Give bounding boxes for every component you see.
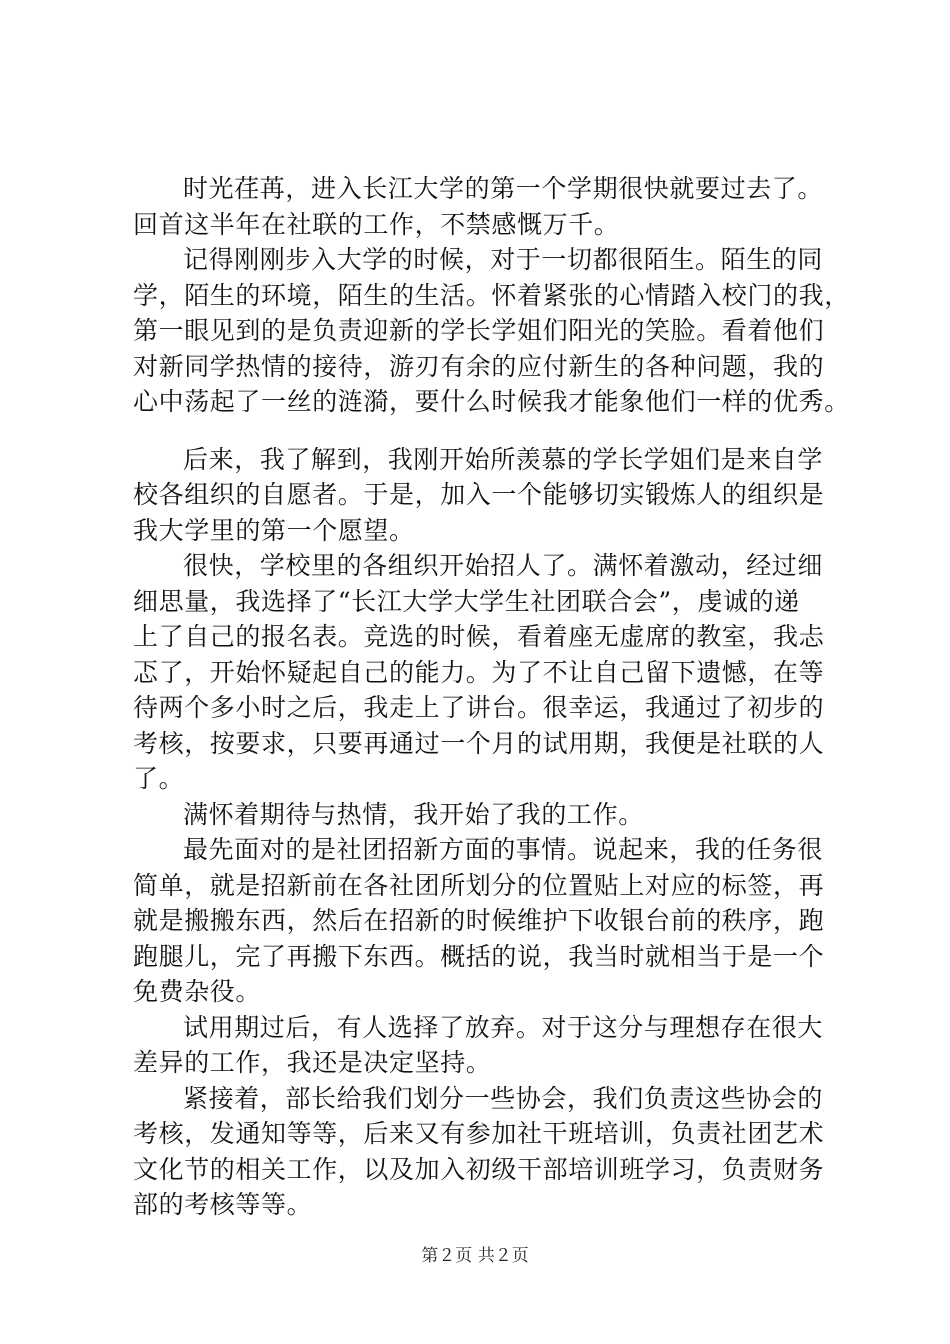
paragraph-8-line-3: 文化节的相关工作，以及加入初级干部培训班学习，负责财务 <box>133 1154 825 1184</box>
page-number-footer: 第２页 共２页 <box>421 1246 529 1266</box>
paragraph-2-line-4: 对新同学热情的接待，游刃有余的应付新生的各种问题，我的 <box>133 351 825 381</box>
paragraph-7-line-2: 差异的工作，我还是决定坚持。 <box>133 1048 492 1077</box>
paragraph-4-line-6: 考核，按要求，只要再通过一个月的试用期，我便是社联的人 <box>133 728 825 758</box>
paragraph-6-line-5: 免费杂役。 <box>133 977 262 1006</box>
paragraph-1-line-2: 回首这半年在社联的工作，不禁感慨万千。 <box>133 209 620 239</box>
paragraph-spacer <box>133 420 843 442</box>
paragraph-4-line-4: 忑了，开始怀疑起自己的能力。为了不让自己留下遗憾，在等 <box>133 657 825 687</box>
paragraph-2-line-2: 学，陌生的环境，陌生的生活。怀着紧张的心情踏入校门的我， <box>133 280 850 310</box>
paragraph-2-line-1: 记得刚刚步入大学的时候，对于一切都很陌生。陌生的同 <box>183 245 824 274</box>
paragraph-6-line-4: 跑腿儿，完了再搬下东西。概括的说，我当时就相当于是一个 <box>133 941 825 971</box>
paragraph-7-line-1: 试用期过后，有人选择了放弃。对于这分与理想存在很大 <box>183 1012 824 1042</box>
paragraph-5-line-1: 满怀着期待与热情，我开始了我的工作。 <box>183 799 644 829</box>
paragraph-3-line-3: 我大学里的第一个愿望。 <box>133 515 415 545</box>
paragraph-3-line-2: 校各组织的自愿者。于是，加入一个能够切实锻炼人的组织是 <box>133 480 825 509</box>
paragraph-6-line-1: 最先面对的是社团招新方面的事情。说起来，我的任务很 <box>183 835 824 864</box>
paragraph-4-line-2: 细思量，我选择了“长江大学大学生社团联合会”，虔诚的递 <box>133 586 800 616</box>
document-body <box>133 171 850 1223</box>
paragraph-4-line-3: 上了自己的报名表。竞选的时候，看着座无虚席的教室，我忐 <box>133 622 825 651</box>
paragraph-8-line-2: 考核，发通知等等，后来又有参加社干班培训，负责社团艺术 <box>133 1119 825 1148</box>
paragraph-4-line-1: 很快，学校里的各组织开始招人了。满怀着激动，经过细 <box>183 551 824 580</box>
paragraph-6-line-2: 简单，就是招新前在各社团所划分的位置贴上对应的标签，再 <box>133 870 825 900</box>
paragraph-4-line-5: 待两个多小时之后，我走上了讲台。很幸运，我通过了初步的 <box>133 693 825 722</box>
paragraph-4-line-7: 了。 <box>133 764 185 793</box>
paragraph-8-line-1: 紧接着，部长给我们划分一些协会，我们负责这些协会的 <box>183 1083 824 1113</box>
paragraph-6-line-3: 就是搬搬东西，然后在招新的时候维护下收银台前的秩序，跑 <box>133 906 825 935</box>
paragraph-1-line-1: 时光荏苒，进入长江大学的第一个学期很快就要过去了。 <box>183 174 824 203</box>
paragraph-8-line-4: 部的考核等等。 <box>133 1190 313 1219</box>
paragraph-3-line-1: 后来，我了解到，我刚开始所羡慕的学长学姐们是来自学 <box>183 444 824 474</box>
paragraph-2-line-3: 第一眼见到的是负责迎新的学长学姐们阳光的笑脸。看着他们 <box>133 316 825 345</box>
paragraph-2-line-5: 心中荡起了一丝的涟漪，要什么时候我才能象他们一样的优秀。 <box>133 387 850 416</box>
